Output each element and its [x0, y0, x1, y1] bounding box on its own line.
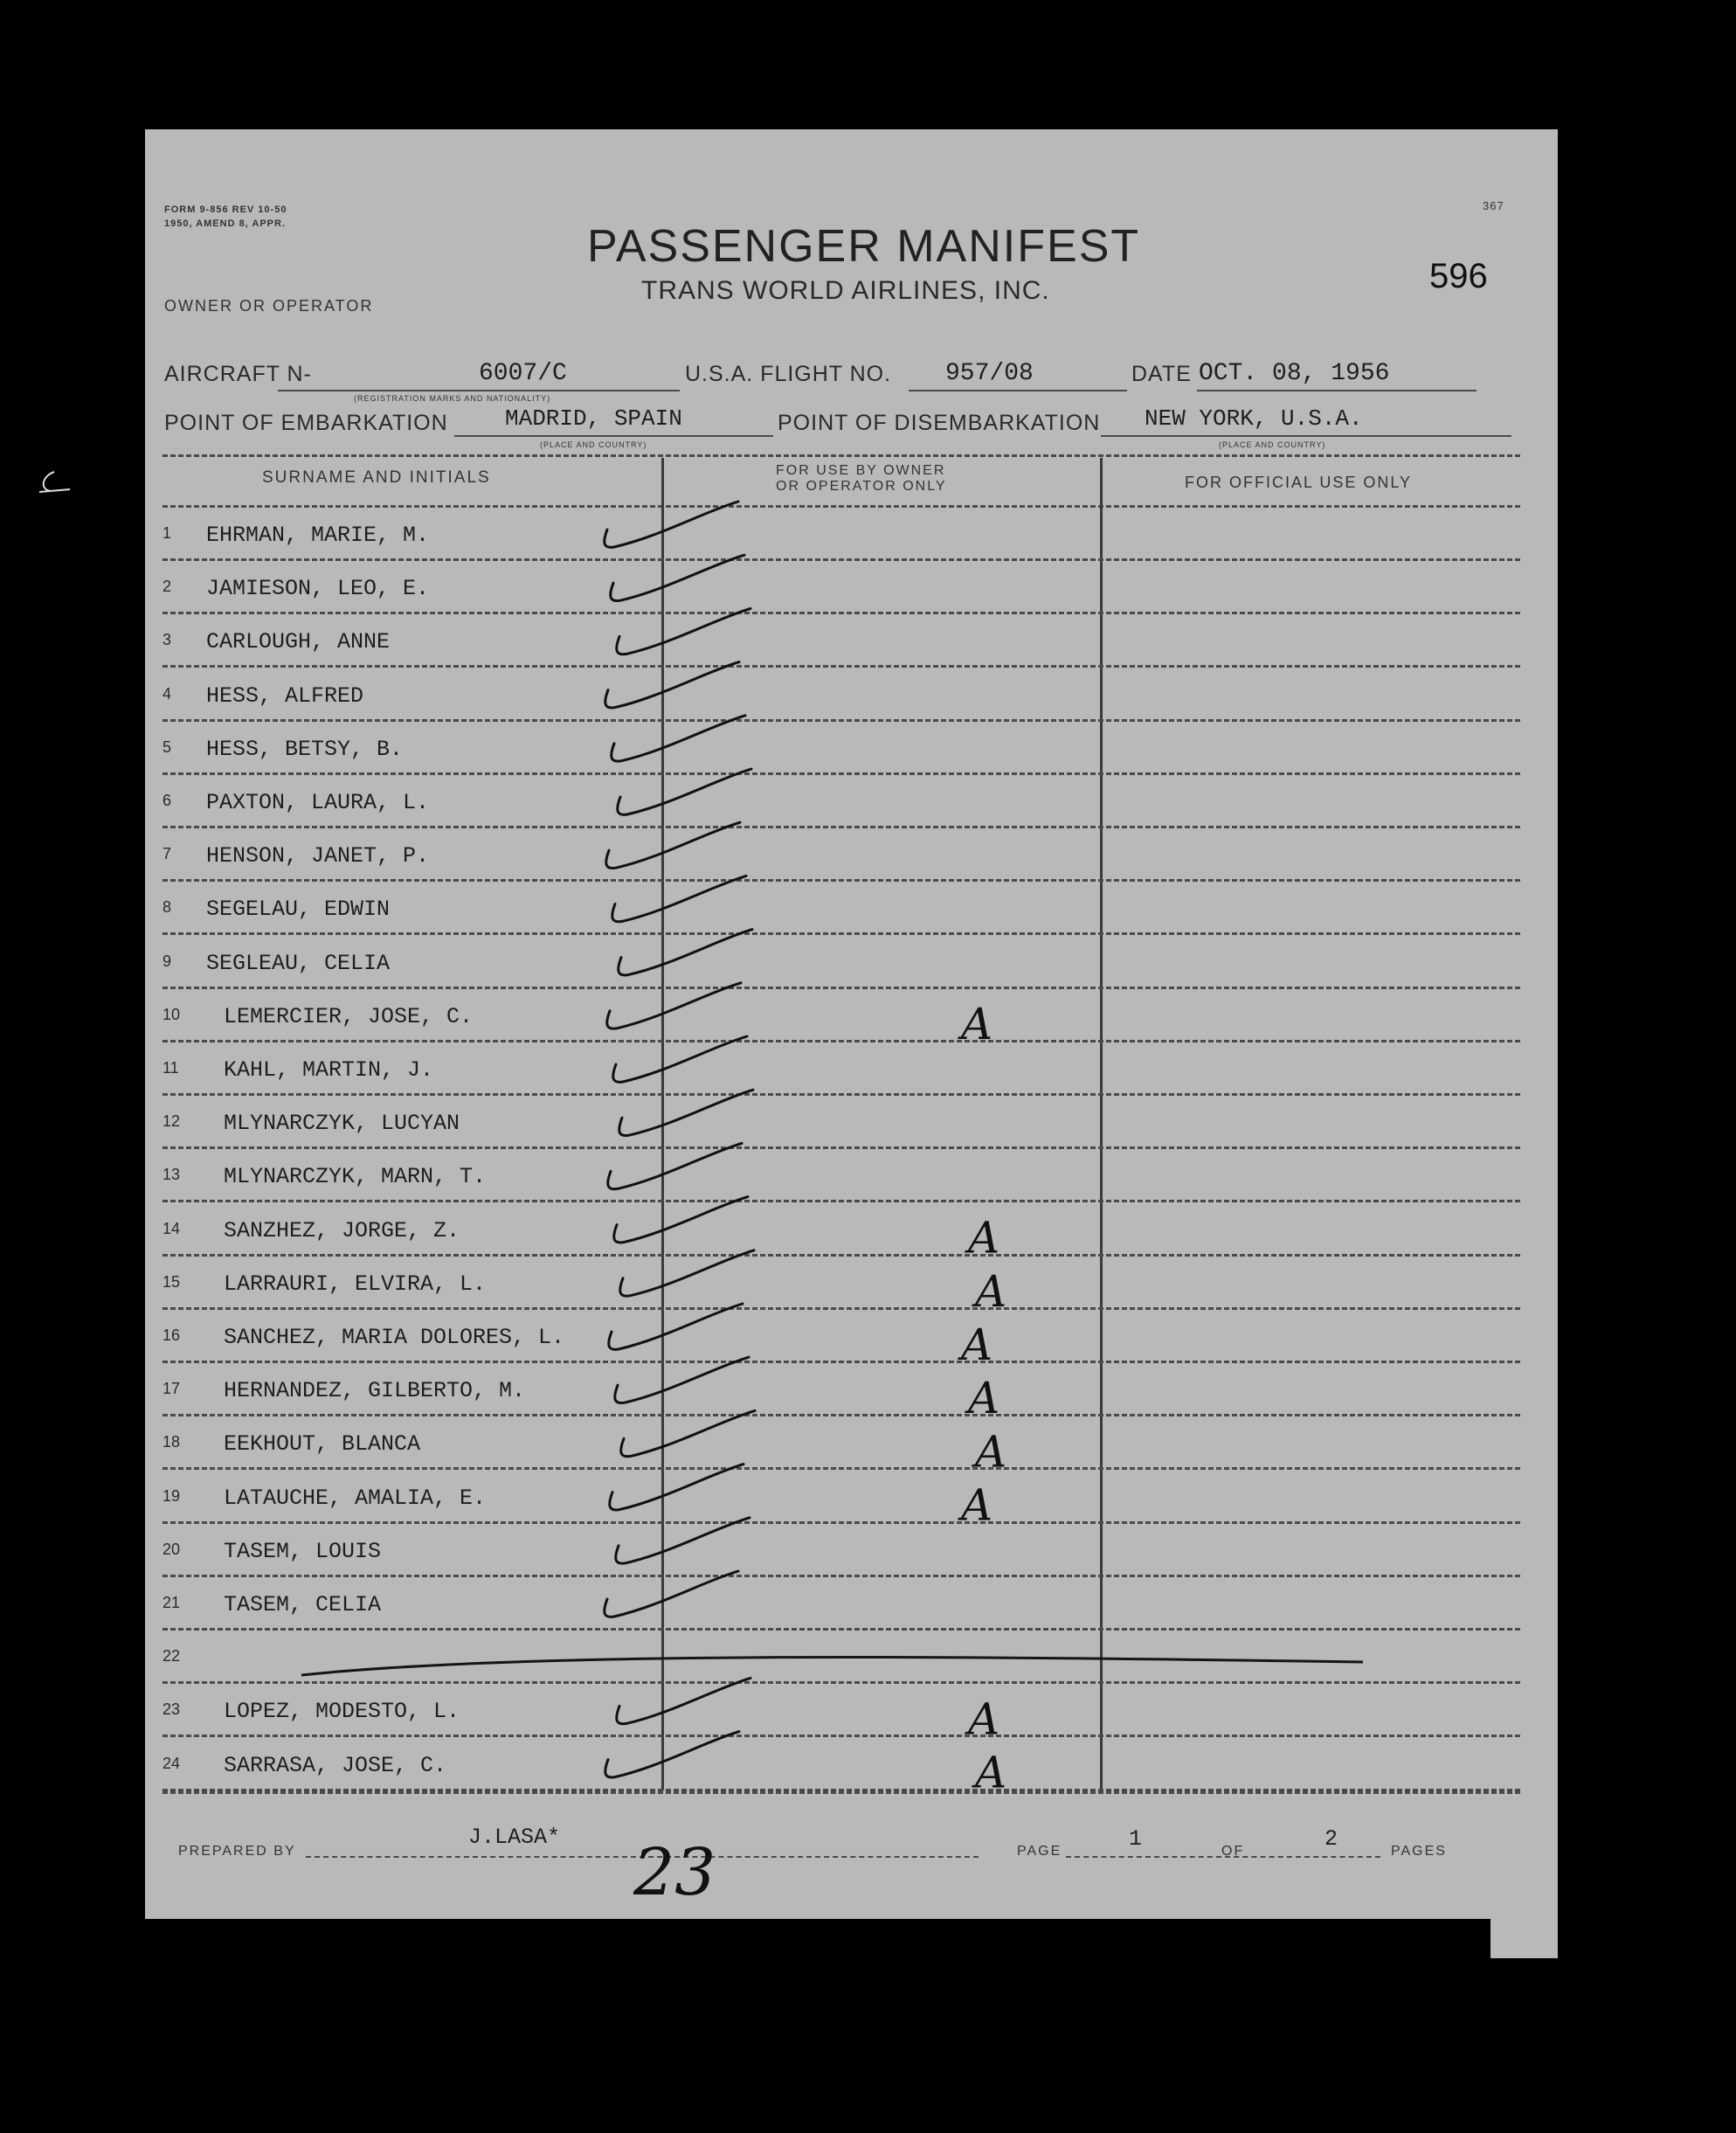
passenger-name: SANCHEZ, MARIA DOLORES, L.: [224, 1325, 565, 1350]
checkmark-icon: [605, 502, 738, 547]
airline-name: TRANS WORLD AIRLINES, INC.: [641, 276, 1050, 305]
passenger-name: SARRASA, JOSE, C.: [224, 1752, 447, 1778]
page-title: PASSENGER MANIFEST: [587, 221, 1141, 272]
approval-mark: A: [961, 1319, 993, 1370]
approval-mark: A: [975, 1747, 1007, 1798]
row-22-strike-line: [301, 1657, 1363, 1675]
row-number: 18: [163, 1433, 181, 1451]
passenger-name: CARLOUGH, ANNE: [206, 629, 391, 655]
row-number: 15: [163, 1272, 181, 1291]
row-number: 24: [163, 1754, 181, 1772]
registration-note: (REGISTRATION MARKS AND NATIONALITY): [354, 394, 551, 403]
passenger-name: HENSON, JANET, P.: [206, 843, 430, 869]
aircraft-value: 6007/C: [479, 360, 567, 387]
passenger-name: LATAUCHE, AMALIA, E.: [224, 1485, 487, 1511]
disembarkation-value: NEW YORK, U.S.A.: [1145, 405, 1363, 432]
date-value: OCT. 08, 1956: [1199, 360, 1390, 387]
passenger-name: HERNANDEZ, GILBERTO, M.: [224, 1378, 526, 1404]
corner-code: 367: [1483, 199, 1504, 212]
manifest-number: 596: [1429, 257, 1488, 295]
passenger-name: TASEM, CELIA: [224, 1592, 382, 1617]
disembarkation-label: POINT OF DISEMBARKATION: [778, 411, 1101, 435]
column-header-owner-1: FOR USE BY OWNER: [776, 463, 946, 478]
passenger-name: EEKHOUT, BLANCA: [224, 1431, 421, 1458]
passenger-name: HESS, ALFRED: [206, 682, 364, 709]
checkmark-icon: [605, 1571, 738, 1617]
passenger-name: LOPEZ, MODESTO, L.: [224, 1699, 460, 1725]
margin-mark: [39, 472, 70, 492]
checkmarks: [605, 502, 755, 1777]
checkmark-icon: [619, 1090, 753, 1135]
table-bottom-rule: [163, 1791, 1520, 1794]
date-label: DATE: [1131, 362, 1192, 386]
row-number: 22: [163, 1647, 181, 1666]
row-number: 7: [163, 845, 172, 863]
checkmark-icon: [616, 1518, 750, 1563]
row-number: 6: [163, 792, 172, 809]
checkmark-icon: [613, 1036, 747, 1082]
passenger-name: MLYNARCZYK, LUCYAN: [224, 1111, 460, 1137]
row-number: 21: [163, 1594, 181, 1611]
passenger-name: SEGLEAU, CELIA: [206, 950, 391, 976]
checkmark-icon: [614, 1197, 748, 1243]
checkmark-icon: [612, 716, 745, 761]
checkmark-icon: [607, 983, 741, 1028]
aircraft-label: AIRCRAFT N-: [164, 362, 312, 386]
row-number: 20: [163, 1540, 181, 1558]
checkmark-icon: [621, 1410, 755, 1456]
checkmark-icon: [619, 930, 752, 975]
checkmark-icon: [612, 876, 746, 921]
place-note-1: (PLACE AND COUNTRY): [540, 440, 647, 449]
passenger-name: SEGELAU, EDWIN: [206, 897, 391, 923]
row-number: 2: [163, 578, 172, 596]
approval-mark: A: [968, 1212, 1000, 1264]
flight-number: 957/08: [945, 360, 1034, 387]
row-number: 12: [163, 1112, 181, 1131]
approval-mark: A: [975, 1265, 1007, 1317]
row-number: 4: [163, 684, 172, 703]
handwritten-count: 23: [633, 1835, 716, 1910]
row-number: 1: [163, 524, 172, 542]
prepared-by-value: J.LASA*: [468, 1825, 561, 1850]
pages-label: PAGES: [1391, 1844, 1447, 1859]
passenger-name: SANZHEZ, JORGE, Z.: [224, 1217, 460, 1243]
form-stamp-line2: 1950, AMEND 8, APPR.: [164, 218, 287, 229]
row-number: 8: [163, 898, 172, 917]
approval-mark: A: [961, 1479, 993, 1531]
checkmark-icon: [611, 555, 744, 600]
passenger-name: JAMIESON, LEO, E.: [206, 576, 430, 602]
embarkation-value: MADRID, SPAIN: [505, 405, 682, 432]
place-note-2: (PLACE AND COUNTRY): [1219, 440, 1326, 449]
row-number: 5: [163, 738, 172, 756]
row-number: 19: [163, 1486, 181, 1505]
page-label: PAGE: [1017, 1844, 1062, 1859]
checkmark-icon: [608, 1143, 742, 1188]
page-underline: [1066, 1856, 1380, 1858]
checkmark-icon: [615, 1357, 749, 1402]
checkmark-icon: [606, 822, 740, 868]
page-number: 1: [1129, 1826, 1143, 1852]
row-number: 13: [163, 1166, 181, 1184]
checkmark-icon: [620, 1250, 754, 1296]
row-number: 14: [163, 1219, 181, 1237]
checkmark-icon: [605, 662, 739, 708]
passenger-name: PAXTON, LAURA, L.: [206, 790, 430, 815]
owner-operator-label: OWNER OR OPERATOR: [164, 297, 374, 315]
column-header-official: FOR OFFICIAL USE ONLY: [1185, 474, 1413, 491]
approval-mark: A: [968, 1693, 1000, 1745]
passenger-name: KAHL, MARTIN, J.: [224, 1057, 434, 1083]
row-number: 11: [163, 1059, 179, 1077]
column-header-owner-2: OR OPERATOR ONLY: [776, 479, 947, 494]
approval-marks: [958, 999, 1006, 1798]
approval-mark: A: [961, 998, 993, 1049]
checkmark-icon: [617, 1678, 750, 1723]
form-stamp-line1: FORM 9-856 REV 10-50: [164, 204, 287, 215]
passenger-name: LEMERCIER, JOSE, C.: [224, 1003, 474, 1029]
flight-label: U.S.A. FLIGHT NO.: [685, 362, 892, 386]
row-number: 23: [163, 1700, 181, 1719]
row-number: 17: [163, 1380, 181, 1398]
passenger-name: EHRMAN, MARIE, M.: [206, 523, 430, 548]
row-number: 3: [163, 631, 172, 649]
row-number: 9: [163, 952, 172, 970]
row-number: 16: [163, 1326, 181, 1344]
passenger-name: LARRAURI, ELVIRA, L.: [224, 1271, 487, 1297]
passenger-name: TASEM, LOUIS: [224, 1538, 382, 1564]
of-label: OF: [1221, 1844, 1245, 1859]
embarkation-label: POINT OF EMBARKATION: [164, 411, 448, 435]
checkmark-icon: [609, 1304, 743, 1349]
checkmark-icon: [618, 769, 751, 814]
checkmark-icon: [605, 1732, 739, 1777]
passenger-name: MLYNARCZYK, MARN, T.: [224, 1164, 487, 1190]
pages-total: 2: [1324, 1826, 1338, 1852]
approval-mark: A: [975, 1426, 1007, 1478]
checkmark-icon: [617, 608, 750, 654]
checkmark-icon: [610, 1465, 744, 1510]
column-header-surname: SURNAME AND INITIALS: [262, 468, 491, 487]
passenger-name: HESS, BETSY, B.: [206, 736, 404, 762]
row-number: 10: [163, 1005, 181, 1023]
prepared-by-label: PREPARED BY: [178, 1844, 296, 1859]
approval-mark: A: [968, 1373, 1000, 1424]
